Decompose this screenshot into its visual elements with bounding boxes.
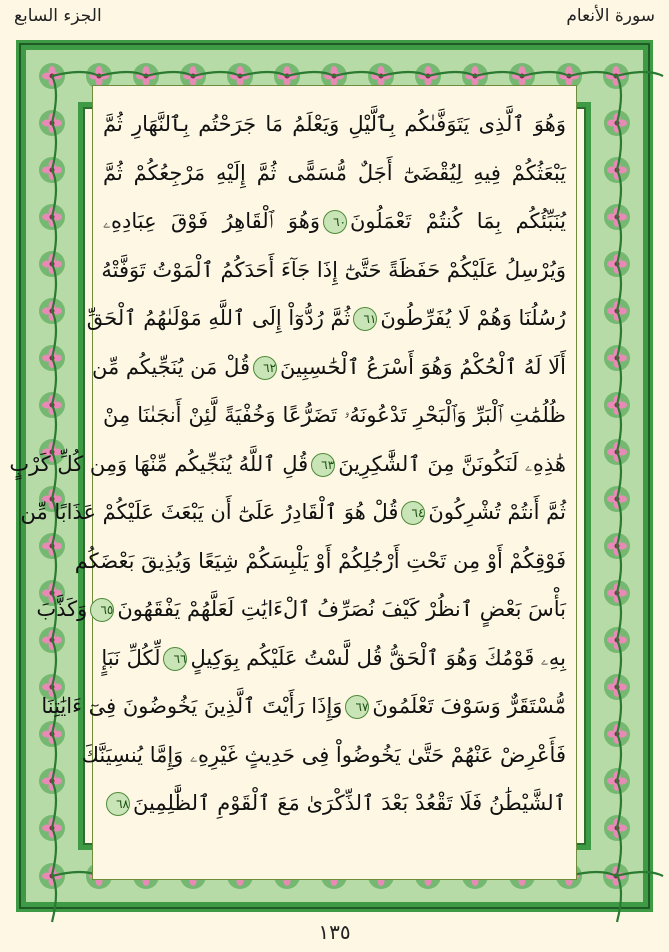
verse-text: هَٰذِهِۦ لَنَكُونَنَّ مِنَ ٱلشَّٰكِرِينَ <box>338 451 566 476</box>
ayah-number-marker: ٦١ <box>353 307 377 331</box>
verse-line <box>103 201 566 250</box>
ayah-number-marker: ٦٢ <box>253 356 277 380</box>
verse-text-continued: ثُمَّ رُدُّوٓاْ إِلَى ٱللَّهِ مَوْلَىٰهُمُ ٱلْحَقِّ <box>86 306 351 330</box>
verse-text: وَهُوَ ٱلَّذِى يَتَوَفَّىٰكُم بِٱلَّيْلِ وَيَعْلَمُ مَا جَرَحْتُم بِٱلنَّهَارِ ثُمَّ <box>103 112 566 136</box>
ayah-number-marker: ٦٠ <box>323 210 347 234</box>
verse-text: رُسُلُنَا وَهُمْ لَا يُفَرِّطُونَ <box>380 306 566 330</box>
verse-text: فَأَعْرِضْ عَنْهُمْ حَتَّىٰ يَخُوضُواْ فِى حَدِيثٍ غَيْرِهِۦ وَإِمَّا يُنسِيَنَّكَ <box>81 742 566 767</box>
verse-text: ظُلُمَٰتِ ٱلْبَرِّ وَٱلْبَحْرِ تَدْعُونَهُۥ تَضَرُّعًا وَخُفْيَةً لَّئِنْ أَنجَىٰنَا مِنْ <box>103 403 566 427</box>
verse-text: مُّسْتَقَرٌّ وَسَوْفَ تَعْلَمُونَ <box>372 694 566 718</box>
verse-line <box>20 492 566 541</box>
ayah-number-marker: ٦٨ <box>106 792 130 816</box>
verse-line <box>103 104 566 153</box>
surah-title: سورة الأنعام <box>566 6 655 26</box>
verse-text-continued: قُلِ ٱللَّهُ يُنَجِّيكُم مِّنْهَا وَمِن كُلِّ كَرْبٍ <box>9 451 309 476</box>
verse-text-continued: قُلْ هُوَ ٱلْقَادِرُ عَلَىٰٓ أَن يَبْعَثَ عَلَيْكُمْ عَذَابًا مِّن <box>20 500 399 524</box>
verse-text: بَأْسَ بَعْضٍ ٱنظُرْ كَيْفَ نُصَرِّفُ ٱلْءَايَٰتِ لَعَلَّهُمْ يَفْقَهُونَ <box>117 597 566 621</box>
verse-text: فَوْقِكُمْ أَوْ مِن تَحْتِ أَرْجُلِكُمْ أَوْ يَلْبِسَكُمْ شِيَعًا وَيُذِيقَ بَعْضَكُم <box>74 548 566 573</box>
verse-line <box>103 153 566 202</box>
verse-line <box>103 250 566 299</box>
verse-text: ٱلشَّيْطَٰنُ فَلَا تَقْعُدْ بَعْدَ ٱلذِّكْرَىٰ مَعَ ٱلْقَوْمِ ٱلظَّٰلِمِينَ <box>133 791 566 815</box>
verse-line <box>36 589 566 638</box>
verse-line <box>41 686 566 735</box>
verse-text-continued: قُلْ مَن يُنَجِّيكُم مِّن <box>91 354 251 379</box>
verse-text: يَبْعَثُكُمْ فِيهِ لِيُقْضَىٰٓ أَجَلٌ مُّسَمًّى ثُمَّ إِلَيْهِ مَرْجِعُكُمْ ثُمَّ <box>103 160 566 185</box>
verse-line <box>81 735 566 784</box>
verse-text-continued: وَكَذَّبَ <box>36 597 88 621</box>
verse-line <box>74 541 566 590</box>
verse-line <box>103 638 566 687</box>
verse-text: ثُمَّ أَنتُمْ تُشْرِكُونَ <box>428 500 566 524</box>
verse-line <box>103 395 566 444</box>
verse-text: بِهِۦ قَوْمُكَ وَهُوَ ٱلْحَقُّ قُل لَّسْتُ عَلَيْكُم بِوَكِيلٍ <box>190 645 566 670</box>
verse-text-continued: وَهُوَ ٱلْقَاهِرُ فَوْقَ عِبَادِهِۦ <box>103 209 320 233</box>
ayah-number-marker: ٦٤ <box>401 501 425 525</box>
verse-text: وَيُرْسِلُ عَلَيْكُمْ حَفَظَةً حَتَّىٰٓ إِذَا جَآءَ أَحَدَكُمُ ٱلْمَوْتُ تَوَفَّتْهُ <box>101 257 566 282</box>
page-header <box>0 0 669 40</box>
ayah-number-marker: ٦٧ <box>345 695 369 719</box>
verse-line <box>91 347 566 396</box>
ayah-number-marker: ٦٥ <box>90 598 114 622</box>
verse-text: يُنَبِّئُكُم بِمَا كُنتُمْ تَعْمَلُونَ <box>349 209 566 233</box>
verse-text-continued: وَإِذَا رَأَيْتَ ٱلَّذِينَ يَخُوضُونَ فِىٓ ءَايَٰتِنَا <box>41 694 343 718</box>
ayah-number-marker: ٦٦ <box>163 647 187 671</box>
ayah-number-marker: ٦٣ <box>311 453 335 477</box>
verse-line <box>86 298 566 347</box>
juz-title: الجزء السابع <box>14 6 102 26</box>
verse-line <box>9 444 566 493</box>
verse-line <box>103 783 566 832</box>
verse-text-continued: لِّكُلِّ نَبَإٍ <box>101 645 161 670</box>
page-number: ١٣٥ <box>318 920 351 944</box>
quran-text-area <box>9 85 577 880</box>
verse-text: أَلَا لَهُ ٱلْحُكْمُ وَهُوَ أَسْرَعُ ٱلْحَٰسِبِينَ <box>280 354 566 379</box>
